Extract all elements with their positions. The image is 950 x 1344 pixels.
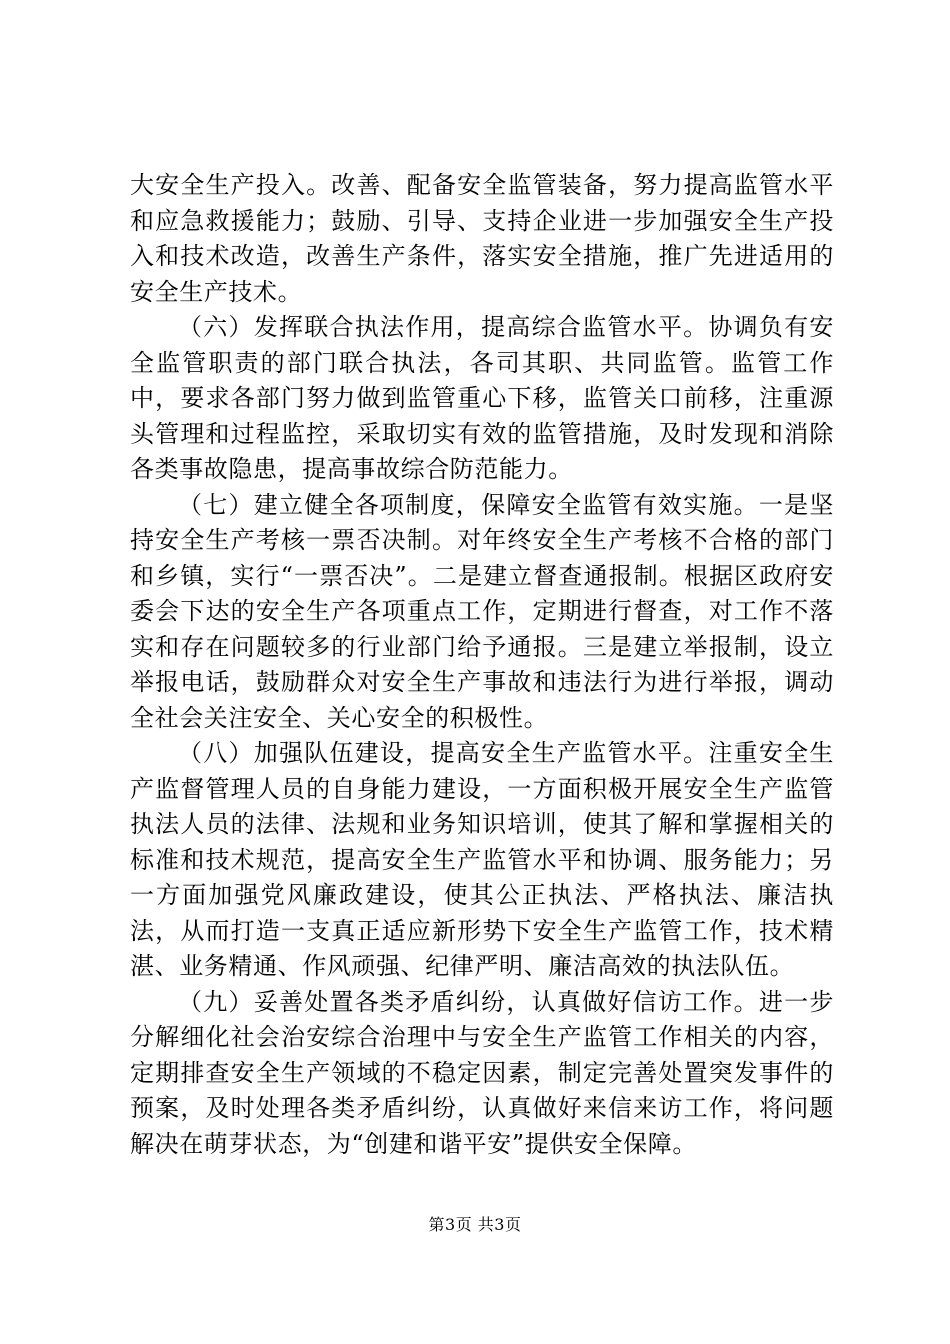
document-body bbox=[130, 168, 834, 1162]
paragraph-item-9: （九）妥善处置各类矛盾纠纷，认真做好信访工作。进一步分解细化社会治安综合治理中与安全生产监管工作相关的内容，定期排查安全生产领域的不稳定因素，制定完善处置突发事件的预案，及时处理各类矛盾纠纷，认真做好来信来访工作，将问题解决在萌芽状态，为“创建和谐平安”提供安全保障。 bbox=[130, 987, 834, 1158]
paragraph-item-7: （七）建立健全各项制度，保障安全监管有效实施。一是坚持安全生产考核一票否决制。对年终安全生产考核不合格的部门和乡镇，实行“一票否决”。二是建立督查通报制。根据区政府安委会下达的安全生产各项重点工作，定期进行督查，对工作不落实和存在问题较多的行业部门给予通报。三是建立举报制，设立举报电话，鼓励群众对安全生产事故和违法行为进行举报，调动全社会关注安全、关心安全的积极性。 bbox=[130, 490, 834, 732]
paragraph-continued: 大安全生产投入。改善、配备安全监管装备，努力提高监管水平和应急救援能力；鼓励、引导、支持企业进一步加强安全生产投入和技术改造，改善生产条件，落实安全措施，推广先进适用的安全生产技术。 bbox=[130, 171, 834, 306]
paragraph-item-6: （六）发挥联合执法作用，提高综合监管水平。协调负有安全监管职责的部门联合执法，各司其职、共同监管。监管工作中，要求各部门努力做到监管重心下移，监管关口前移，注重源头管理和过程监控，采取切实有效的监管措施，及时发现和消除各类事故隐患，提高事故综合防范能力。 bbox=[130, 313, 834, 483]
paragraph-item-8: （八）加强队伍建设，提高安全生产监管水平。注重安全生产监督管理人员的自身能力建设，一方面积极开展安全生产监管执法人员的法律、法规和业务知识培训，使其了解和掌握相关的标准和技术规范，提高安全生产监管水平和协调、服务能力；另一方面加强党风廉政建设，使其公正执法、严格执法、廉洁执法，从而打造一支真正适应新形势下安全生产监管工作，技术精湛、业务精通、作风顽强、纪律严明、廉洁高效的执法队伍。 bbox=[130, 739, 834, 980]
page-footer: 第3页 共3页 bbox=[428, 1215, 522, 1234]
